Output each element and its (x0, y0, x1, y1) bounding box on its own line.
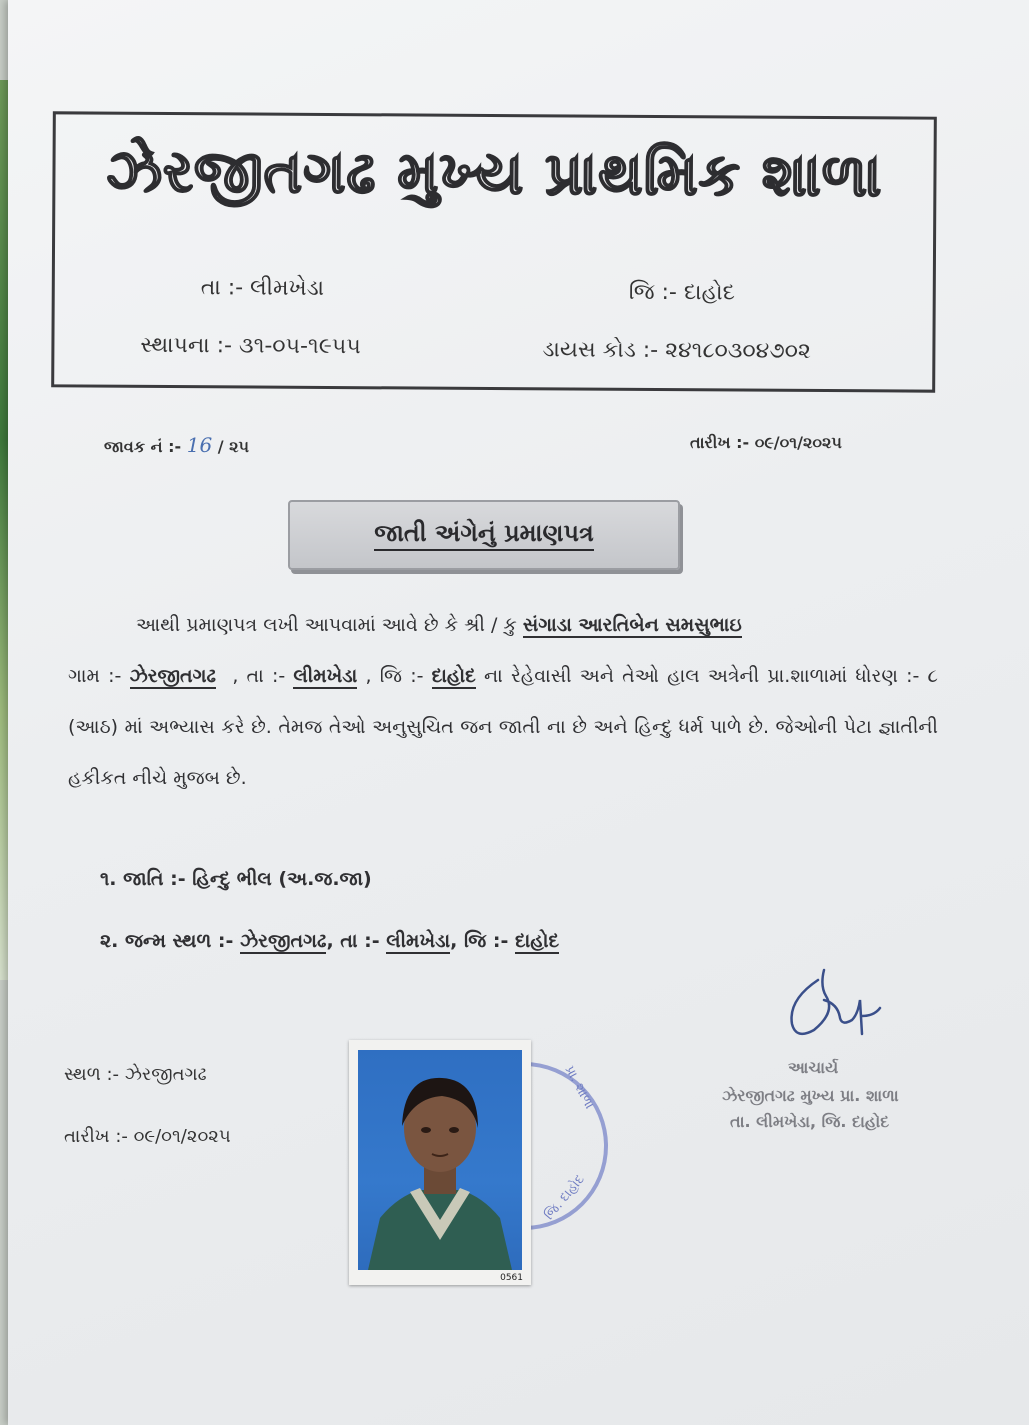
signatory-title: આચાર્ય (788, 1058, 839, 1077)
birth-label: ૨. જન્મ સ્થળ :- (100, 930, 234, 952)
signatory-school: ઝેરજીતગઢ મુખ્ય પ્રા. શાળા (722, 1086, 899, 1105)
body-main: ના રેહેવાસી અને તેઓ હાલ અત્રેની પ્રા.શાળામાં ધોરણ :- ૮ (આઠ) માં અભ્યાસ કરે છે. તેમજ તેઓ અનુસુચિત જન જાતી ના છે અને હિન્દુ ધર્મ પાળે છે. જેઓની પેટા જ્ઞાતીની હકીકત નીચે મુજબ છે. (68, 665, 938, 789)
village-label: ગામ :- (68, 665, 122, 687)
detail-caste: ૧. જાતિ :- હિન્દુ ભીલ (અ.જ.જા) (100, 868, 372, 890)
district-label: , જિ :- (365, 665, 424, 687)
reference-date: તારીખ :- ૦૯/૦૧/૨૦૨૫ (690, 433, 842, 452)
footer-date: તારીખ :- ૦૯/૦૧/૨૦૨૫ (64, 1126, 231, 1147)
footer-place: સ્થળ :- ઝેરજીતગઢ (64, 1064, 207, 1085)
reference-handwritten-number: 16 (186, 433, 213, 457)
certificate-body (68, 600, 938, 804)
village-value: ઝેરજીતગઢ (129, 665, 216, 687)
birth-taluka: લીમખેડા (386, 930, 451, 952)
body-intro: આથી પ્રમાણપત્ર લખી આપવામાં આવે છે કે શ્રી / કુ (136, 614, 517, 636)
reference-label: જાવક નં :- (104, 437, 182, 456)
stamp-text-bottom: જિ. દાહોદ (541, 1172, 588, 1223)
portrait-icon (358, 1050, 522, 1270)
header-district: જિ :- દાહોદ (628, 279, 736, 306)
reference-number (104, 433, 249, 457)
birth-taluka-label: , તા :- (326, 930, 380, 952)
header-established: સ્થાપના :- ૩૧-૦૫-૧૯૫૫ (140, 332, 361, 360)
district-value: દાહોદ (431, 665, 476, 687)
taluka-value: લીમખેડા (293, 665, 358, 687)
birth-district-label: , જિ :- (450, 930, 509, 952)
school-name: ઝેરજીતગઢ મુખ્ય પ્રાથમિક શાળા (106, 136, 883, 210)
stamp-text-top: પ્રા. શાળા (561, 1063, 597, 1112)
birth-district: દાહોદ (515, 930, 560, 952)
certificate-title: જાતી અંગેનું પ્રમાણપત્ર (374, 519, 594, 551)
photo-number: 0561 (500, 1273, 523, 1283)
header-taluka: તા :- લીમખેડા (200, 275, 325, 301)
signatory-place: તા. લીમખેડા, જિ. દાહોદ (730, 1112, 890, 1131)
principal-signature (778, 960, 888, 1060)
reference-suffix: / ૨૫ (217, 437, 250, 456)
detail-birthplace (100, 930, 559, 952)
header-dise-code: ડાયસ કોડ :- ૨૪૧૮૦૩૦૪૭૦૨ (542, 337, 811, 364)
certificate-page (8, 0, 1029, 1425)
certificate-title-box (288, 500, 680, 570)
birth-village: ઝેરજીતગઢ (240, 930, 327, 952)
student-portrait-image (358, 1050, 522, 1270)
student-photo (349, 1040, 531, 1285)
school-header-box (51, 111, 937, 392)
student-name: સંગાડા આરતિબેન સમસુભાઇ (522, 614, 742, 636)
taluka-label: , તા :- (232, 665, 286, 687)
